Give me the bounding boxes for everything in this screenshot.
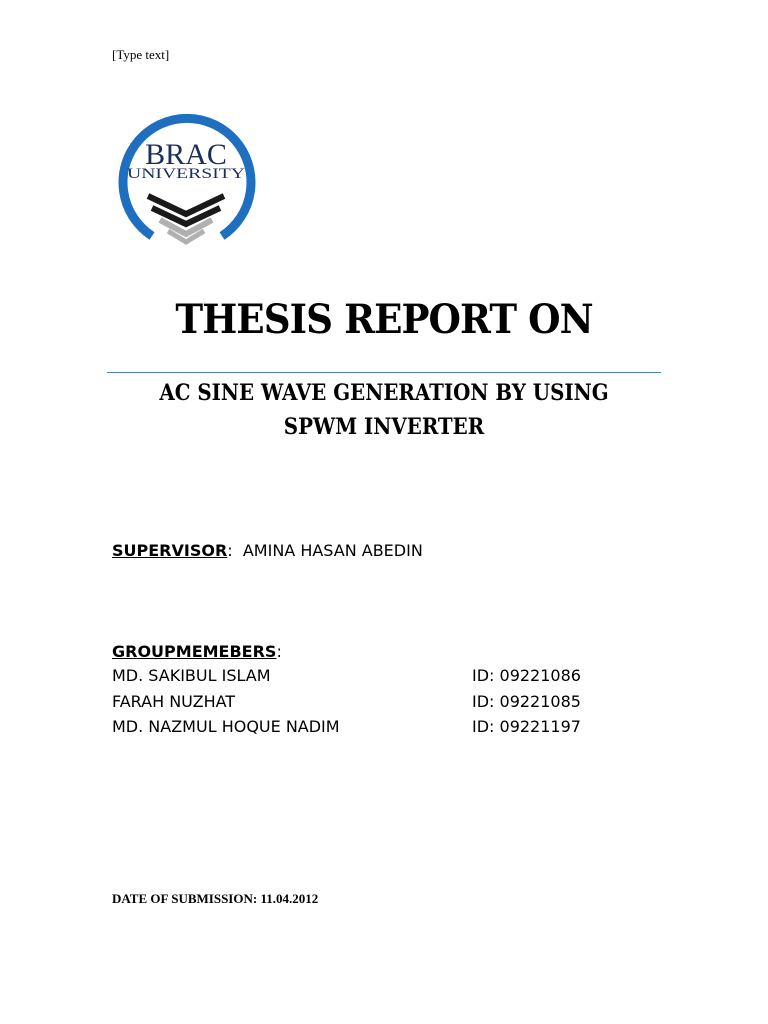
submission-date: DATE OF SUBMISSION: 11.04.2012: [112, 891, 319, 906]
supervisor-colon: :: [227, 541, 233, 560]
document-subtitle: [38, 376, 729, 444]
header-placeholder-text: [Type text]: [112, 47, 170, 62]
member-row: [112, 717, 672, 741]
logo-text-university: UNIVERSITY: [127, 166, 246, 182]
member-id: ID: 09221086: [472, 666, 581, 685]
member-name: MD. NAZMUL HOQUE NADIM: [112, 717, 340, 736]
members-heading: [112, 642, 282, 661]
supervisor-line: [112, 541, 423, 560]
member-id: ID: 09221197: [472, 717, 581, 736]
subtitle-line-2: SPWM INVERTER: [283, 414, 485, 440]
member-id: ID: 09221085: [472, 692, 581, 711]
member-row: [112, 692, 672, 716]
members-colon: :: [276, 642, 282, 661]
members-label: GROUPMEMEBERS: [112, 642, 277, 661]
document-title: THESIS REPORT ON: [175, 296, 593, 343]
brac-university-logo: [112, 104, 260, 252]
logo-graphic: [112, 104, 260, 252]
member-name: FARAH NUZHAT: [112, 692, 236, 711]
supervisor-label: SUPERVISOR: [112, 541, 228, 560]
member-name: MD. SAKIBUL ISLAM: [112, 666, 271, 685]
logo-text-brac: BRAC: [145, 138, 227, 171]
member-row: [112, 666, 672, 690]
supervisor-name: AMINA HASAN ABEDIN: [242, 541, 423, 560]
subtitle-line-1: AC SINE WAVE GENERATION BY USING: [159, 380, 609, 406]
title-divider: [107, 372, 661, 373]
